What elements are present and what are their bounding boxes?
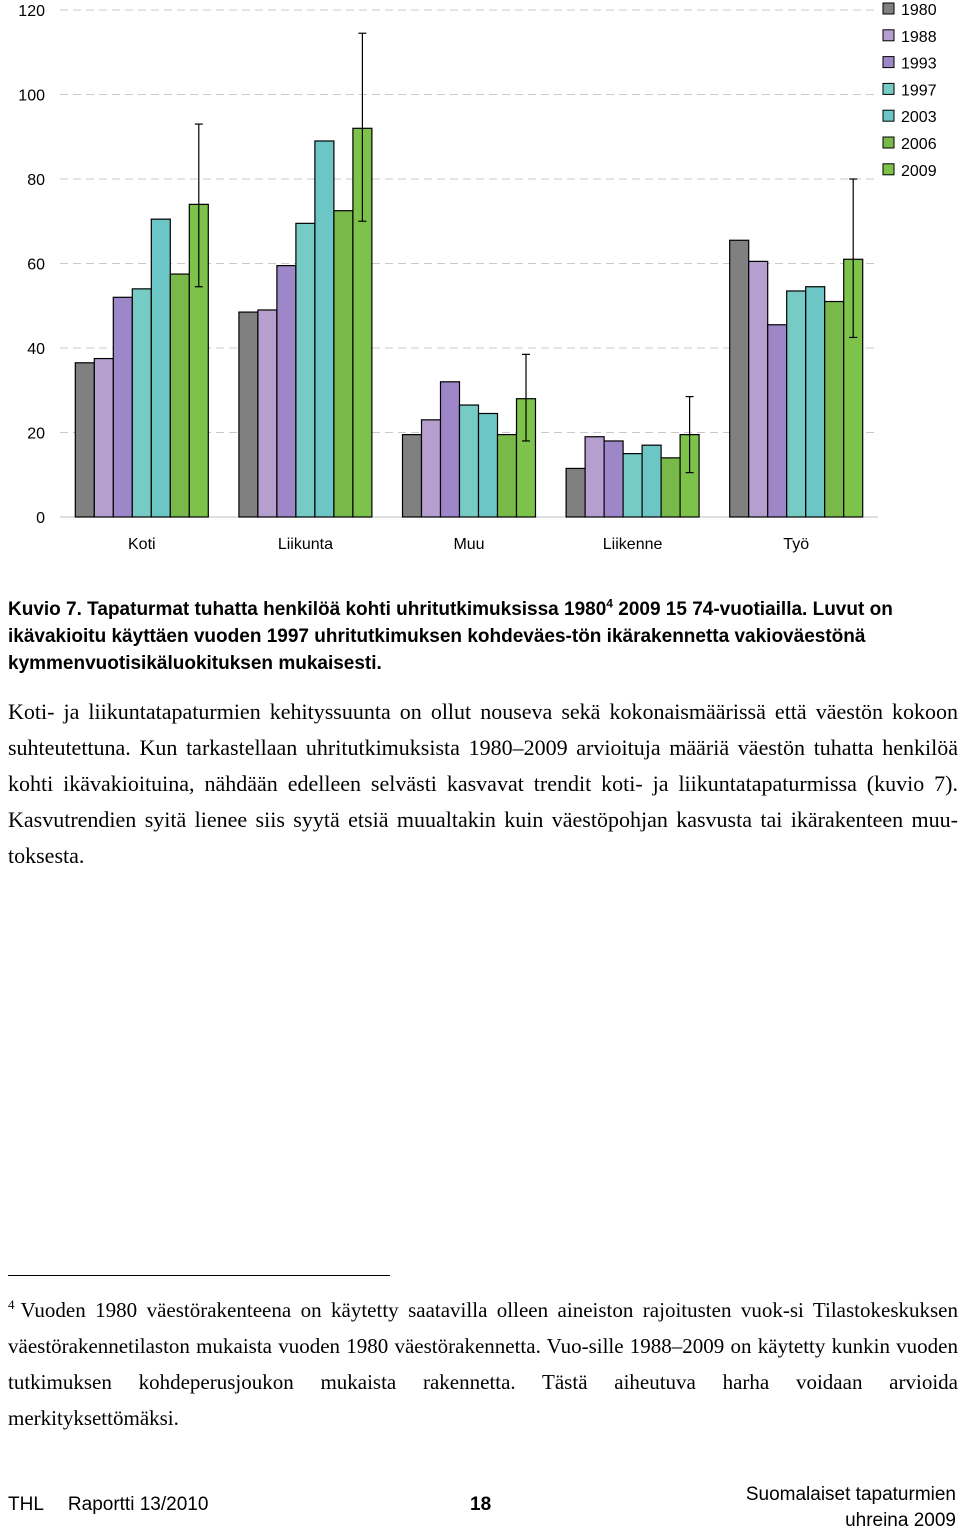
legend-swatch [883,3,894,14]
y-tick-label: 80 [27,172,45,189]
bar [113,297,132,517]
bar-chart [0,0,960,565]
x-category-label: Liikunta [277,536,333,553]
bar [151,219,170,517]
x-axis-categories [128,536,809,553]
bar [787,291,806,517]
legend-label: 1980 [901,2,937,19]
figure-caption [8,596,956,677]
bar [94,359,113,517]
bar [479,413,498,517]
legend-label: 1993 [901,55,937,73]
bar [239,312,258,517]
chart-legend [883,2,937,180]
legend-label: 2006 [901,136,937,153]
bar [825,302,844,517]
y-tick-label: 120 [18,3,45,20]
legend-label: 1997 [901,82,937,100]
bar [170,274,189,517]
footnote-number: 4 [8,1297,15,1312]
bar [296,223,315,517]
bar [75,363,94,517]
chart-bars [75,128,862,517]
legend-swatch [883,83,894,94]
footer-publication [746,1482,956,1534]
bar [498,435,517,517]
caption-rest: 2009 15 74-vuotiailla. Luvut on ikävakioitu käyttäen vuoden 1997 uhritutkimuksen kohdeväes-tön ikärakennetta vakioväestönä kymmenvuotisikäluokituksen mukaisesti. [8,599,893,674]
footer-report-name: Raportti 13/2010 [67,1494,209,1515]
y-tick-label: 100 [18,87,45,105]
bar [441,382,460,517]
bar [132,289,151,517]
bar [460,405,479,517]
bar [277,266,296,517]
legend-swatch [883,137,894,148]
bar [749,261,768,517]
y-axis-ticks [18,3,45,527]
x-category-label: Työ [783,536,810,553]
bar [315,141,334,517]
footer-report [8,1494,208,1516]
legend-swatch [883,110,894,121]
legend-swatch [883,164,894,175]
footer-publication-line2: uhreina 2009 [845,1510,956,1531]
bar [768,325,787,517]
legend-swatch [883,30,894,41]
bar [403,435,422,517]
y-tick-label: 60 [27,256,45,274]
legend-label: 2003 [901,109,937,127]
bar [623,454,642,517]
caption-footnote-ref: 4 [606,596,613,611]
bar [566,468,585,517]
y-tick-label: 20 [27,425,45,443]
x-category-label: Muu [453,536,485,553]
x-category-label: Koti [128,536,156,553]
caption-text: Kuvio 7. Tapaturmat tuhatta henkilöä kohti uhritutkimuksissa 1980 [8,599,607,620]
page-number: 18 [470,1494,492,1515]
footnote-divider [8,1275,390,1276]
bar [661,458,680,517]
footer-publication-line1: Suomalaiset tapaturmien [745,1484,956,1505]
x-category-label: Liikenne [602,536,663,553]
legend-label: 2009 [901,162,937,180]
footnote [8,1292,958,1436]
y-tick-label: 0 [36,510,45,527]
bar [642,445,661,517]
footer-org: THL [8,1494,44,1515]
bar [334,211,353,517]
bar [604,441,623,517]
footnote-text: Vuoden 1980 väestörakenteena on käytetty saatavilla olleen aineiston rajoitusten vuok-si Tilastokeskuksen väestörakennetilaston mukaista vuoden 1980 väestörakennetta. Vuo-sille 1988–2009 on käytetty kunkin vuoden tutkimuksen kohdeperusjoukon mukaista rakennetta. Tästä aiheutuva harha voidaan arvioida merkityksettömäksi. [8,1298,958,1430]
legend-swatch [883,57,894,68]
legend-label: 1988 [901,28,937,46]
y-tick-label: 40 [27,341,45,358]
bar [258,310,277,517]
bar [730,240,749,517]
bar [806,287,825,517]
bar [585,437,604,517]
bar [422,420,441,517]
body-paragraph: Koti- ja liikuntatapaturmien kehityssuunta on ollut nouseva sekä kokonaismäärissä että väestön kokoon suhteutettuna. Kun tarkastellaan uhritutkimuksista 1980–2009 arvioituja määriä väestön tuhatta henkilöä kohti ikävakioituina, nähdään edelleen selvästi kasvavat trendit koti- ja liikuntatapaturmissa (kuvio 7). Kasvutrendien syitä lienee siis syytä etsiä muualtakin kuin väestöpohjan kasvusta tai ikärakenteen muu-toksesta. [8,699,958,868]
